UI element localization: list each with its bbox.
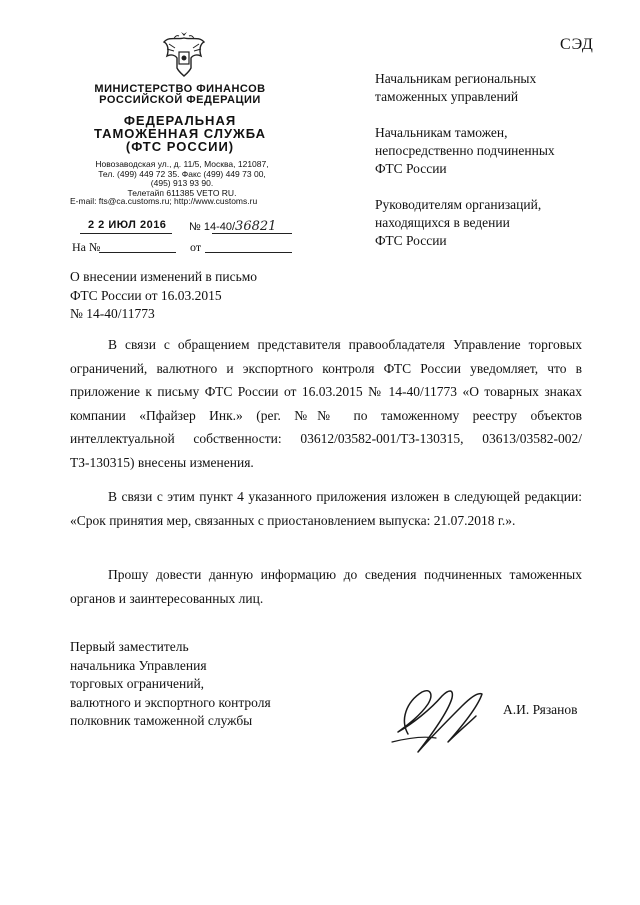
letter-number-prefix: № 14-40/: [189, 221, 236, 233]
ministry-name: МИНИСТЕРСТВО ФИНАНСОВ РОССИЙСКОЙ ФЕДЕРАЦИИ: [94, 83, 266, 106]
coat-of-arms-emblem: [161, 30, 207, 78]
signatory-name: А.И. Рязанов: [503, 702, 578, 717]
addressee-regional: Начальникам региональных таможенных управлений: [375, 71, 537, 104]
letter-date: 2 2 ИЮЛ 2016: [88, 219, 167, 231]
signatory-title: Первый заместитель начальника Управления торговых ограничений, валютного и экспортного контроля полковник таможенной службы: [70, 639, 271, 728]
email-line: E-mail: fts@ca.customs.ru; http://www.customs.ru: [70, 196, 258, 206]
letter-subject: О внесении изменений в письмо ФТС России от 16.03.2015 № 14-40/11773: [70, 269, 258, 321]
reference-number-line: [99, 252, 176, 253]
handwritten-signature: [378, 672, 498, 762]
date-underline: [80, 233, 172, 234]
body-paragraph: В связи с этим пункт 4 указанного приложения изложен в следующей редакции: «Срок принятия мер, связанных с приостановлением выпуска: 21.07.2018 г.».: [70, 489, 582, 528]
sed-stamp: СЭД: [560, 36, 594, 53]
service-name: ФЕДЕРАЛЬНАЯ ТАМОЖЕННАЯ СЛУЖБА (ФТС РОССИИ): [93, 113, 267, 154]
contact-info: Новозаводская ул., д. 11/5, Москва, 121087, Тел. (499) 449 72 35. Факс (499) 449 73 00, (495) 913 93 90. Телетайп 611385 VETO RU.: [95, 159, 269, 198]
body-paragraph: Прошу довести данную информацию до сведения подчиненных таможенных органов и заинтересованных лиц.: [70, 567, 582, 606]
number-underline: [212, 233, 292, 234]
addressee-organizations: Руководителям организаций, находящихся в ведении ФТС России: [375, 197, 542, 248]
addressee-customs: Начальникам таможен, непосредственно подчиненных ФТС России: [375, 125, 555, 176]
letter-number: [189, 219, 276, 234]
reference-date-label: от: [190, 240, 202, 254]
reference-date-line: [205, 252, 292, 253]
reference-number-label: На №: [72, 240, 101, 254]
letter-number-handwritten: 36821: [235, 219, 277, 234]
body-paragraph: В связи с обращением представителя правообладателя Управление торговых ограничений, валютного и экспортного контроля ФТС России уведомляет, что в приложение к письму ФТС России от 16.03.2015 № 14-40/11773 «О товарных знаках компании «Пфайзер Инк.» (рег. №№ по таможенному реестру объектов интеллектуальной собственности: 03612/03582-001/ТЗ-130315, 03613/03582-002/ТЗ-130315) внесены изменения.: [70, 337, 582, 470]
